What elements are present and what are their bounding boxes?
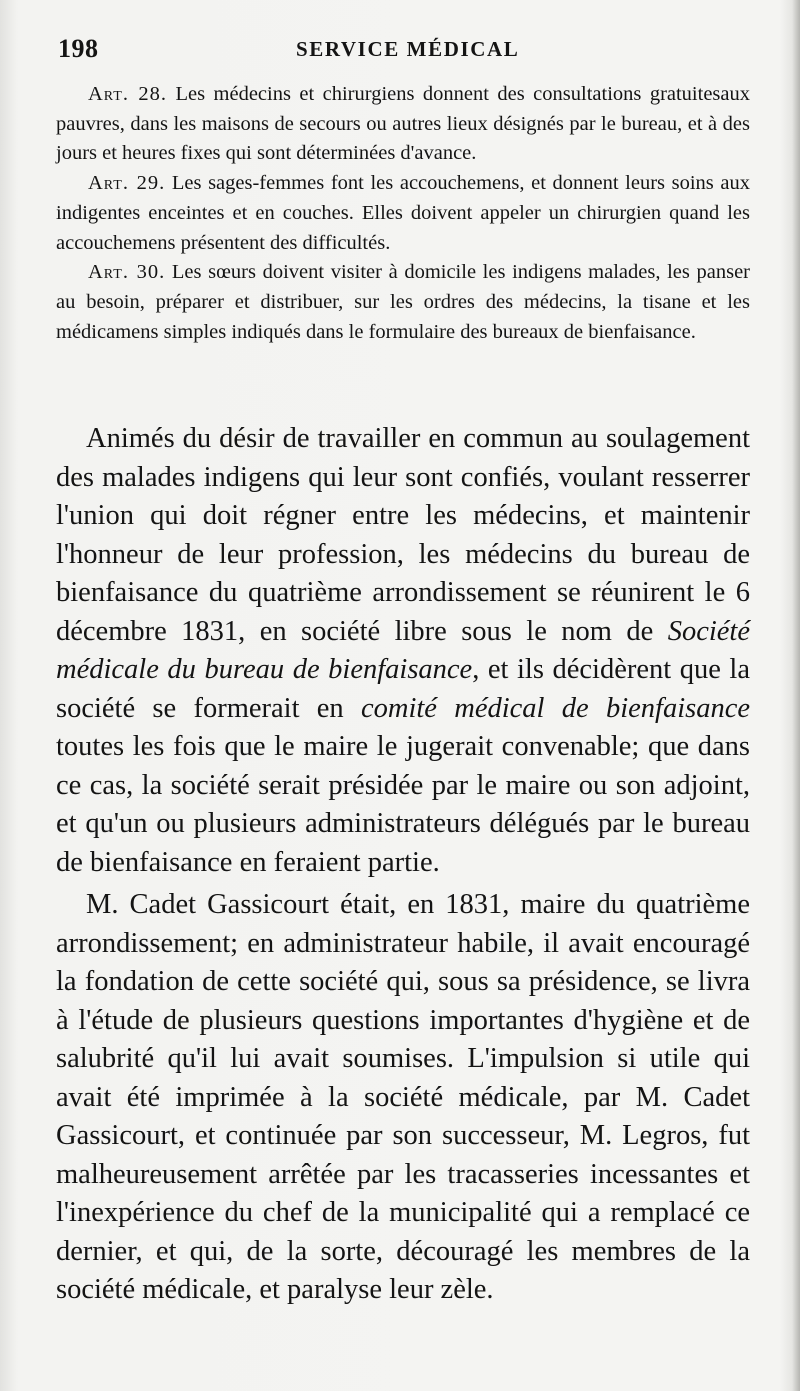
- article-text: Les sœurs doivent visiter à domicile les indigens malades, les panser au besoin, préparer et distribuer, sur les ordres des médecins, la tisane et les médicamens simples indiqués dans le formulaire des bureaux de bienfaisance.: [56, 261, 751, 343]
- paragraph-text: M. Cadet Gassicourt était, en 1831, maire du quatrième arrondissement; en administrateur habile, il avait encouragé la fondation de cette société qui, sous sa présidence, se livra à l'étude de plusieurs questions importantes d'hygiène et de salubrité qu'il lui avait soumises. L'impulsion si utile qui avait été imprimée à la société médicale, par M. Cadet Gassicourt, et continuée par son successeur, M. Legros, fut malheureusement arrêtée par les tracasseries incessantes et l'inexpérience du chef de la municipalité qui a remplacé ce dernier, et qui, de la sorte, découragé les membres de la société médicale, et paralyse leur zèle.: [56, 889, 750, 1305]
- paragraph-societe-medicale: [56, 420, 750, 882]
- article-30: [56, 258, 750, 347]
- page-number: 198: [58, 34, 99, 63]
- articles-block: [56, 80, 750, 347]
- italic-society-name: Société médicale du bureau de bienfaisance: [56, 615, 750, 685]
- bleed-through-footnote: [470, 1348, 770, 1366]
- running-head: SERVICE MÉDICAL: [296, 37, 520, 61]
- article-28: [56, 80, 750, 169]
- main-text: [56, 420, 750, 1310]
- article-label: Art. 28.: [88, 83, 168, 105]
- article-label: Art. 30.: [88, 261, 166, 284]
- article-label: Art. 29.: [88, 172, 166, 195]
- paragraph-cadet-gassicourt: [56, 886, 750, 1310]
- article-29: [56, 169, 750, 258]
- page-header: [58, 34, 748, 66]
- page-edge-shadow: [792, 0, 800, 1391]
- article-text: Les médecins et chirurgiens donnent des consultations gratuitesaux pauvres, dans les maisons de secours ou autres lieux désignés par le bureau, et à des jours et heures fixes qui sont déterminées d'avance.: [56, 83, 751, 165]
- italic-committee-name: comité médical de bienfaisance: [360, 692, 750, 724]
- article-text: Les sages-femmes font les accouchemens, et donnent leurs soins aux indigentes enceintes et en couches. Elles doivent appeler un chirurgien quand les accouchemens présentent des difficultés.: [56, 172, 751, 254]
- paragraph-text: Animés du désir de travailler en commun au soulagement des malades indigens qui leur sont confiés, voulant resserrer l'union qui doit régner entre les médecins, et maintenir l'honneur de leur profession, les médecins du bureau de bienfaisance du quatrième arrondissement se réunirent le 6 décembre 1831, en société libre sous le nom de: [56, 423, 750, 647]
- paragraph-text: , et ils décidèrent que la société se formerait en: [56, 654, 751, 724]
- paragraph-text: toutes les fois que le maire le jugerait convenable; que dans ce cas, la société serait présidée par le maire ou son adjoint, et qu'un ou plusieurs administrateurs délégués par le bureau de bienfaisance en feraient partie.: [56, 731, 750, 878]
